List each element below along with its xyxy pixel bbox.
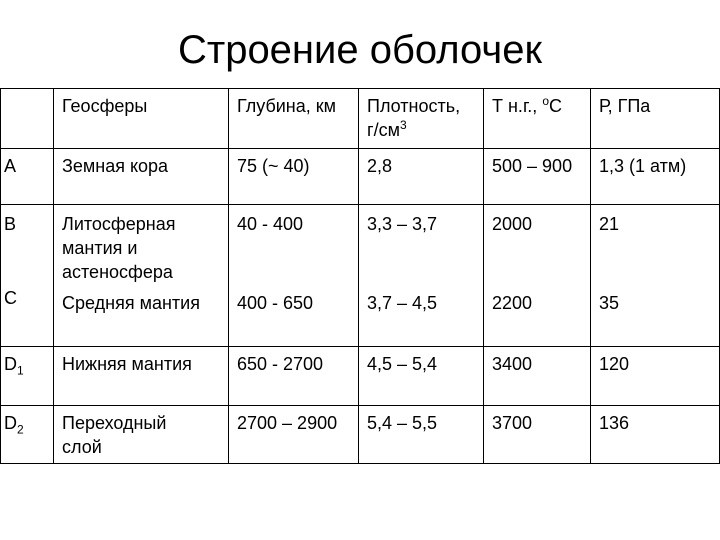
header-density-line1: Плотность,: [367, 96, 461, 116]
column-divider: [483, 88, 484, 464]
column-divider: [53, 88, 54, 464]
geosphere-name-line: Литосферная: [62, 214, 176, 234]
geosphere-table: [0, 88, 720, 464]
pressure-value: 136: [599, 413, 630, 433]
header-density-unit: г/см: [367, 120, 400, 140]
table-border-left: [0, 88, 1, 464]
density-value: 3,3 – 3,7: [367, 214, 438, 234]
temperature-value: 500 – 900: [492, 156, 573, 176]
row-id-letter: D: [4, 413, 17, 433]
header-density-line2: [367, 118, 460, 142]
header-temperature-unit: С: [549, 96, 562, 116]
header-geosphere: Геосферы: [62, 96, 148, 116]
geosphere-name: [62, 411, 166, 459]
column-divider: [358, 88, 359, 464]
row-id: C: [4, 288, 17, 308]
pressure-value: 120: [599, 354, 630, 374]
row-id-subscript: 1: [17, 363, 24, 378]
pressure-value: 35: [599, 293, 620, 313]
header-temperature-label: Т н.г.,: [492, 96, 543, 116]
depth-value: 400 - 650: [237, 293, 314, 313]
row-divider: [0, 346, 720, 347]
row-id: [4, 352, 24, 376]
column-divider: [228, 88, 229, 464]
geosphere-name-line: астеносфера: [62, 262, 173, 282]
row-id: B: [4, 214, 17, 234]
row-divider: [0, 148, 720, 149]
row-id: A: [4, 156, 17, 176]
pressure-value: 21: [599, 214, 620, 234]
geosphere-name-line: Переходный: [62, 413, 167, 433]
header-temperature-degree: о: [542, 94, 549, 108]
geosphere-name: Средняя мантия: [62, 293, 200, 313]
header-pressure: Р, ГПа: [599, 96, 651, 116]
geosphere-name-line: слой: [62, 437, 102, 457]
density-value: 2,8: [367, 156, 393, 176]
header-depth: Глубина, км: [237, 96, 337, 116]
header-density: [367, 94, 460, 142]
geosphere-name: Нижняя мантия: [62, 354, 192, 374]
column-divider: [590, 88, 591, 464]
density-value: 3,7 – 4,5: [367, 293, 438, 313]
geosphere-name: Земная кора: [62, 156, 169, 176]
pressure-value: 1,3 (1 атм): [599, 156, 687, 176]
page-title: Строение оболочек: [177, 28, 542, 72]
row-id-subscript: 2: [17, 422, 24, 437]
row-divider: [0, 405, 720, 406]
density-value: 5,4 – 5,5: [367, 413, 438, 433]
depth-value: 2700 – 2900: [237, 413, 338, 433]
header-temperature: [492, 94, 562, 118]
geosphere-name-line: мантия и: [62, 238, 138, 258]
temperature-value: 3700: [492, 413, 533, 433]
row-divider: [0, 204, 720, 205]
temperature-value: 3400: [492, 354, 533, 374]
row-id-letter: D: [4, 354, 17, 374]
header-density-exponent: 3: [399, 118, 407, 132]
geosphere-name: [62, 212, 175, 284]
temperature-value: 2200: [492, 293, 533, 313]
table-border-bottom: [0, 463, 720, 464]
row-id: [4, 411, 24, 435]
temperature-value: 2000: [492, 214, 533, 234]
table-border-top: [0, 88, 720, 89]
depth-value: 75 (~ 40): [237, 156, 310, 176]
density-value: 4,5 – 5,4: [367, 354, 438, 374]
depth-value: 40 - 400: [237, 214, 304, 234]
depth-value: 650 - 2700: [237, 354, 324, 374]
